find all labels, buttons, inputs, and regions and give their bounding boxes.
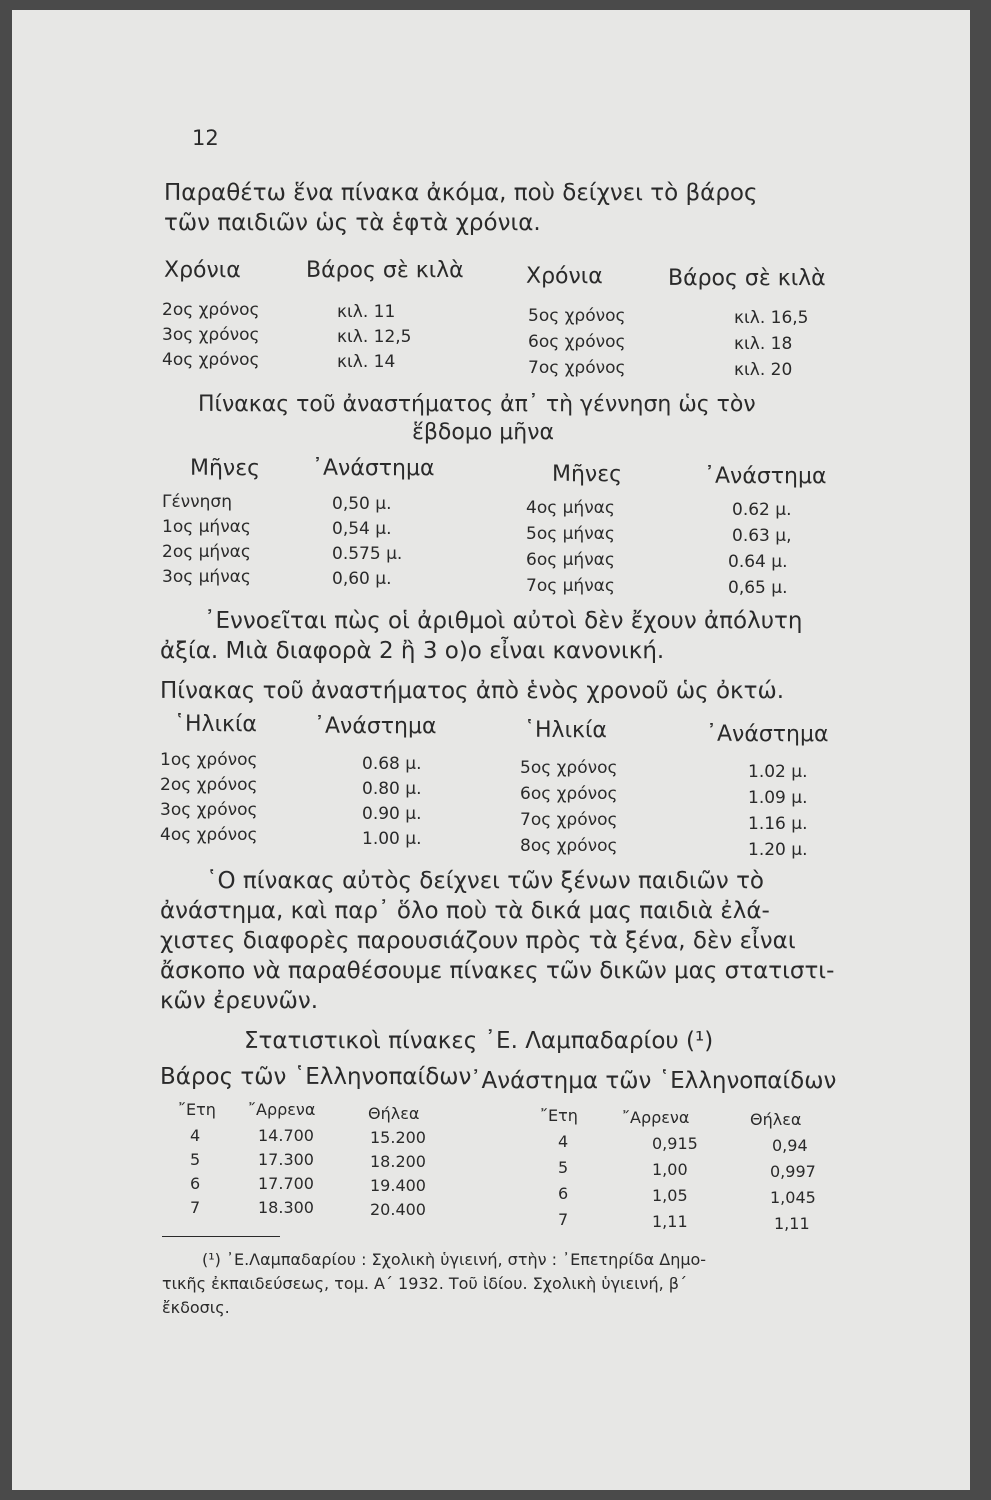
years-row-age: 4ος χρόνος	[160, 825, 258, 845]
stats-weight-female: 15.200	[370, 1128, 426, 1147]
years-table-title: Πίνακας τοῦ ἀναστήματος ἀπὸ ἑνὸς χρονοῦ ὡς ὀκτώ.	[160, 678, 785, 704]
stats-weight-male: 18.300	[258, 1198, 314, 1217]
months-row-month: 1ος μήνας	[162, 517, 251, 537]
weight-row-year: 4ος χρόνος	[162, 350, 260, 370]
months-row-height: 0.575 μ.	[332, 544, 403, 564]
stats-weight-year: 7	[190, 1198, 201, 1217]
months-table-title: Πίνακας τοῦ ἀναστήματος ἀπ᾿ τὴ γέννηση ὡς τὸν	[198, 392, 756, 417]
stats-height-female: 0,997	[770, 1162, 816, 1181]
stats-weight-year: 6	[190, 1174, 201, 1193]
months-row-height: 0.63 μ,	[732, 526, 792, 546]
col-header-female: Θήλεα	[750, 1110, 802, 1129]
intro-line-1: Παραθέτω ἕνα πίνακα ἀκόμα, ποὺ δείχνει τὸ βάρος	[164, 180, 758, 206]
months-header: Μῆνες	[190, 456, 261, 481]
paragraph-line-4: ἄσκοπο νὰ παραθέσουμε πίνακες τῶν δικῶν μας στατιστι-	[160, 958, 835, 984]
stats-weight-male: 17.700	[258, 1174, 314, 1193]
years-row-age: 2ος χρόνος	[160, 775, 258, 795]
height-header: ᾿Ανάστημα	[706, 722, 829, 747]
paragraph-line-3: χιστες διαφορὲς παρουσιάζουν πρὸς τὰ ξένα, δὲν εἶναι	[160, 928, 796, 954]
weight-row-kg: κιλ. 14	[337, 352, 396, 372]
stats-height-female: 1,11	[774, 1214, 810, 1233]
weight-header-kg-right: Βάρος σὲ κιλὰ	[668, 266, 826, 291]
col-header-years: ῎Ετη	[540, 1106, 578, 1125]
height-header: ᾿Ανάστημα	[704, 464, 827, 489]
stats-subtitle-height: ᾿Ανάστημα τῶν ῾Ελληνοπαίδων	[470, 1068, 837, 1094]
stats-height-year: 5	[558, 1158, 569, 1177]
footnote-line-1: (¹) ᾿Ε.Λαμπαδαρίου : Σχολικὴ ὑγιεινή, στὴν : ᾿Επετηρίδα Δημο-	[202, 1250, 707, 1269]
months-row-month: 3ος μήνας	[162, 567, 251, 587]
stats-height-year: 4	[558, 1132, 569, 1151]
years-row-age: 5ος χρόνος	[520, 758, 618, 778]
years-row-height: 0.90 μ.	[362, 804, 422, 824]
paragraph-line-1: ῾Ο πίνακας αὐτὸς δείχνει τῶν ξένων παιδιῶν τὸ	[206, 868, 764, 894]
footnote-divider	[162, 1236, 280, 1237]
col-header-male: ῎Αρρενα	[622, 1108, 690, 1127]
months-row-month: Γέννηση	[162, 492, 232, 512]
years-row-age: 6ος χρόνος	[520, 784, 618, 804]
months-table-title-2: ἕβδομο μῆνα	[412, 420, 555, 445]
page-number: 12	[192, 126, 219, 150]
paragraph-line-2: ἀνάστημα, καὶ παρ᾿ ὅλο ποὺ τὰ δικά μας παιδιὰ ἐλά-	[160, 898, 770, 924]
stats-weight-female: 18.200	[370, 1152, 426, 1171]
col-header-female: Θήλεα	[368, 1104, 420, 1123]
months-row-month: 7ος μήνας	[526, 576, 615, 596]
years-row-height: 0.68 μ.	[362, 754, 422, 774]
weight-row-kg: κιλ. 11	[337, 302, 396, 322]
stats-height-female: 1,045	[770, 1188, 816, 1207]
footnote-line-2: τικῆς ἐκπαιδεύσεως, τομ. Α´ 1932. Τοῦ ἰδίου. Σχολικὴ ὑγιεινή, β´	[162, 1274, 687, 1293]
stats-weight-female: 20.400	[370, 1200, 426, 1219]
stats-weight-male: 17.300	[258, 1150, 314, 1169]
height-header: ᾿Ανάστημα	[314, 714, 437, 739]
weight-row-year: 2ος χρόνος	[162, 300, 260, 320]
intro-line-2: τῶν παιδιῶν ὡς τὰ ἑφτὰ χρόνια.	[164, 210, 541, 236]
months-header: Μῆνες	[552, 462, 623, 487]
months-row-height: 0,50 μ.	[332, 494, 392, 514]
years-row-height: 1.20 μ.	[748, 840, 808, 860]
note-line-1: ᾿Εννοεῖται πὼς οἱ ἀριθμοὶ αὐτοὶ δὲν ἔχουν ἀπόλυτη	[204, 608, 803, 634]
years-row-age: 7ος χρόνος	[520, 810, 618, 830]
stats-weight-male: 14.700	[258, 1126, 314, 1145]
weight-header-kg-left: Βάρος σὲ κιλὰ	[306, 258, 464, 283]
years-row-height: 1.00 μ.	[362, 829, 422, 849]
weight-row-kg: κιλ. 20	[734, 360, 793, 380]
months-row-height: 0,60 μ.	[332, 569, 392, 589]
years-row-age: 8ος χρόνος	[520, 836, 618, 856]
months-row-height: 0,54 μ.	[332, 519, 392, 539]
months-row-month: 5ος μήνας	[526, 524, 615, 544]
stats-height-male: 1,11	[652, 1212, 688, 1231]
stats-height-year: 7	[558, 1210, 569, 1229]
stats-height-year: 6	[558, 1184, 569, 1203]
stats-height-male: 0,915	[652, 1134, 698, 1153]
paragraph-line-5: κῶν ἐρευνῶν.	[160, 988, 319, 1014]
stats-weight-year: 4	[190, 1126, 201, 1145]
months-row-height: 0.62 μ.	[732, 500, 792, 520]
stats-weight-female: 19.400	[370, 1176, 426, 1195]
weight-row-kg: κιλ. 12,5	[337, 327, 412, 347]
years-row-height: 1.16 μ.	[748, 814, 808, 834]
col-header-years: ῎Ετη	[178, 1100, 216, 1119]
col-header-male: ῎Αρρενα	[248, 1100, 316, 1119]
stats-subtitle-weight: Βάρος τῶν ῾Ελληνοπαίδων	[160, 1064, 472, 1090]
years-row-age: 3ος χρόνος	[160, 800, 258, 820]
years-row-height: 1.02 μ.	[748, 762, 808, 782]
weight-row-year: 5ος χρόνος	[528, 306, 626, 326]
months-row-height: 0.64 μ.	[728, 552, 788, 572]
months-row-month: 4ος μήνας	[526, 498, 615, 518]
years-row-height: 1.09 μ.	[748, 788, 808, 808]
height-header: ᾿Ανάστημα	[312, 456, 435, 481]
note-line-2: ἀξία. Μιὰ διαφορὰ 2 ἢ 3 ο)ο εἶναι κανονική.	[160, 638, 665, 664]
months-row-month: 6ος μήνας	[526, 550, 615, 570]
footnote-line-3: ἔκδοσις.	[162, 1298, 230, 1317]
months-row-month: 2ος μήνας	[162, 542, 251, 562]
page	[12, 10, 970, 1490]
stats-height-male: 1,00	[652, 1160, 688, 1179]
weight-row-kg: κιλ. 18	[734, 334, 793, 354]
weight-header-years-right: Χρόνια	[526, 264, 603, 289]
weight-row-year: 6ος χρόνος	[528, 332, 626, 352]
months-row-height: 0,65 μ.	[728, 578, 788, 598]
stats-weight-year: 5	[190, 1150, 201, 1169]
years-row-height: 0.80 μ.	[362, 779, 422, 799]
weight-row-year: 3ος χρόνος	[162, 325, 260, 345]
years-row-age: 1ος χρόνος	[160, 750, 258, 770]
stats-height-male: 1,05	[652, 1186, 688, 1205]
age-header: ῾Ηλικία	[524, 718, 607, 743]
weight-row-year: 7ος χρόνος	[528, 358, 626, 378]
weight-header-years-left: Χρόνια	[164, 258, 241, 283]
stats-title: Στατιστικοὶ πίνακες ᾿Ε. Λαμπαδαρίου (¹)	[244, 1028, 714, 1054]
weight-row-kg: κιλ. 16,5	[734, 308, 809, 328]
age-header: ῾Ηλικία	[174, 712, 257, 737]
stats-height-female: 0,94	[772, 1136, 808, 1155]
